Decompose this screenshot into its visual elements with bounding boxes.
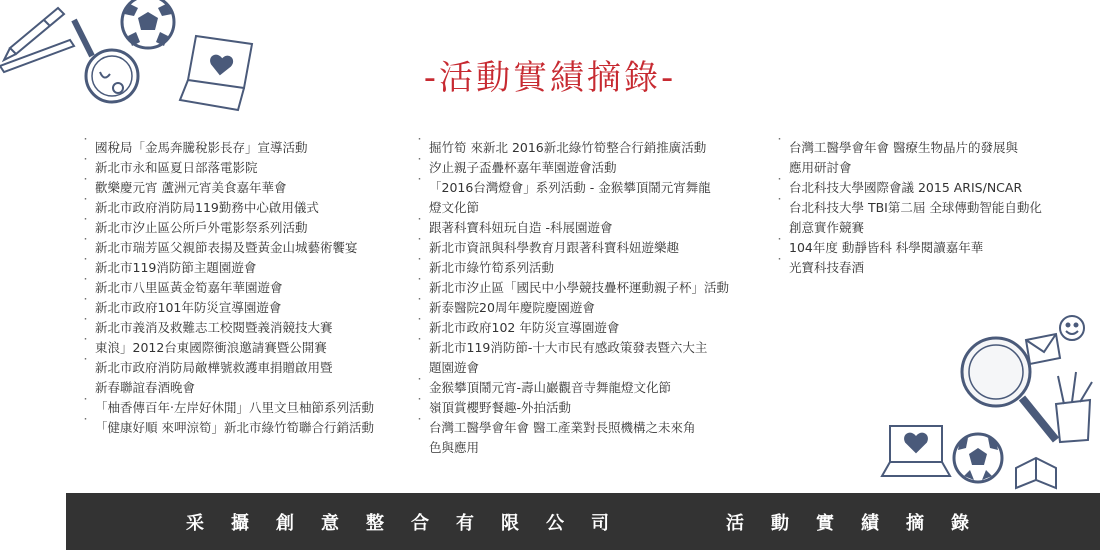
list-item: ˙ 金猴攀頂鬧元宵-壽山巖觀音寺舞龍燈文化節: [416, 378, 781, 398]
list-item: ˙ 新北市綠竹筍系列活動: [416, 258, 781, 278]
list-item: ˙ 104年度 動靜皆科 科學閱讀嘉年華: [776, 238, 1076, 258]
open-book-icon: [1016, 458, 1056, 488]
list-item: ˙ 台北科技大學國際會議 2015 ARIS/NCAR: [776, 178, 1076, 198]
list-item: ˙ 新北市瑞芳區父親節表揚及暨黃金山城藝術饗宴: [82, 238, 417, 258]
list-item: ˙ 新泰醫院20周年慶院慶園遊會: [416, 298, 781, 318]
list-item: ˙ 光寶科技春酒: [776, 258, 1076, 278]
list-item: ˙ 嶺頂賞櫻野餐趣-外拍活動: [416, 398, 781, 418]
footer-section-title: 活動實績摘錄: [726, 513, 996, 534]
footer-company-name: 采攝創意整合有限公司: [186, 513, 636, 534]
activity-list-column-1: [82, 138, 417, 438]
list-item: ˙ 國稅局「金馬奔騰稅影長存」宣導活動: [82, 138, 417, 158]
list-item: ˙ 「柚香傳百年‧左岸好休閒」八里文旦柚節系列活動: [82, 398, 417, 418]
pencil-cup-icon: [1056, 372, 1092, 442]
list-item: ˙ 新北市政府102 年防災宣導園遊會: [416, 318, 781, 338]
list-item: ˙ 新北市汐止區公所戶外電影祭系列活動: [82, 218, 417, 238]
activity-list-column-3: [776, 138, 1076, 278]
list-item: ˙ 新北市永和區夏日部落電影院: [82, 158, 417, 178]
laptop-heart-icon: [882, 426, 950, 476]
list-item: ˙ 新北市八里區黃金筍嘉年華園遊會: [82, 278, 417, 298]
list-item: ˙ 新北市政府101年防災宣導園遊會: [82, 298, 417, 318]
list-item: ˙ 「2016台灣燈會」系列活動 - 金猴攀頂鬧元宵舞龍 燈文化節: [416, 178, 781, 218]
soccer-ball-icon: [954, 434, 1002, 482]
list-item: ˙ 新北市119消防節主題園遊會: [82, 258, 417, 278]
list-item: ˙ 新北市資訊與科學教育月跟著科寶科妞遊樂趣: [416, 238, 781, 258]
list-item: ˙ 歡樂慶元宵 蘆洲元宵美食嘉年華會: [82, 178, 417, 198]
list-item: ˙ 新北市政府消防局敵樺號救護車捐贈啟用暨 新春聯誼春酒晚會: [82, 358, 417, 398]
list-item: ˙ 新北市汐止區「國民中小學競技疊杯運動親子杯」活動: [416, 278, 781, 298]
envelope-icon: [1026, 334, 1060, 364]
list-item: ˙ 台灣工醫學會年會 醫療生物晶片的發展與 應用研討會: [776, 138, 1076, 178]
list-item: ˙ 台北科技大學 TBI第二屆 全球傳動智能自動化 創意實作競賽: [776, 198, 1076, 238]
soccer-ball-icon: [122, 0, 174, 48]
list-item: ˙ 跟著科寶科妞玩自造 -科展園遊會: [416, 218, 781, 238]
list-item: ˙ 東浪」2012台東國際衝浪邀請賽暨公開賽: [82, 338, 417, 358]
list-item: ˙ 新北市119消防節-十大市民有感政策發表暨六大主 題園遊會: [416, 338, 781, 378]
page-title: -活動實績摘錄-: [423, 58, 677, 98]
list-item: ˙ 新北市政府消防局119勤務中心啟用儀式: [82, 198, 417, 218]
list-item: ˙ 汐止親子盃疊杯嘉年華園遊會活動: [416, 158, 781, 178]
list-item: ˙ 掘竹筍 來新北 2016新北綠竹筍整合行銷推廣活動: [416, 138, 781, 158]
list-item: ˙ 「健康好順 來呷涼筍」新北市綠竹筍聯合行銷活動: [82, 418, 417, 438]
bottom-right-doodles: [860, 300, 1100, 500]
activity-list-column-2: [416, 138, 781, 458]
list-item: ˙ 新北市義消及救難志工校閱暨義消競技大賽: [82, 318, 417, 338]
list-item: ˙ 台灣工醫學會年會 醫工產業對長照機構之未來角 色與應用: [416, 418, 781, 458]
footer-bar: [66, 493, 1100, 550]
smiley-icon: [1060, 316, 1084, 340]
